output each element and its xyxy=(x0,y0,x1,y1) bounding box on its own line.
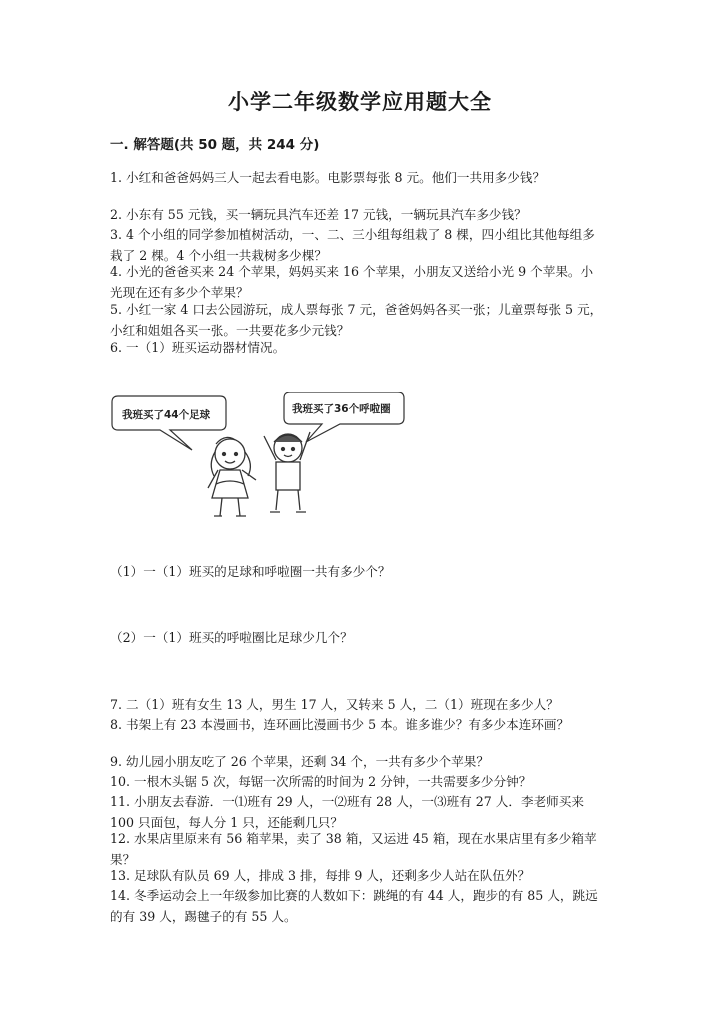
question-6: 6. 一（1）班买运动器材情况。 xyxy=(110,340,286,355)
question-7: 7. 二（1）班有女生 13 人，男生 17 人，又转来 5 人，二（1）班现在多少人？ xyxy=(110,697,559,712)
question-6-sub-2: （2）一（1）班买的呼啦圈比足球少几个？ xyxy=(110,630,353,645)
question-10: 10. 一根木头锯 5 次，每锯一次所需的时间为 2 分钟，一共需要多少分钟？ xyxy=(110,774,532,789)
illustration-children xyxy=(108,392,438,522)
question-8: 8. 书架上有 23 本漫画书，连环画比漫画书少 5 本。谁多谁少？有多少本连环画？ xyxy=(110,717,570,732)
bubble-girl-text: 我班买了44个足球 xyxy=(122,409,211,421)
question-12: 12. 水果店里原来有 56 箱苹果，卖了 38 箱，又运进 45 箱，现在水果店里有多少箱苹果？ xyxy=(110,831,597,867)
question-3: 3. 4 个小组的同学参加植树活动，一、二、三小组每组栽了 8 棵，四小组比其他每组多栽了 2 棵。4 个小组一共栽树多少棵？ xyxy=(110,227,595,263)
question-6-sub-1: （1）一（1）班买的足球和呼啦圈一共有多少个？ xyxy=(110,564,391,579)
question-11: 11. 小朋友去春游．一⑴班有 29 人，一⑵班有 28 人，一⑶班有 27 人．李老师买来 100 只面包，每人分 1 只，还能剩几只？ xyxy=(110,794,584,830)
section-heading: 一. 解答题(共 50 题，共 244 分) xyxy=(110,137,320,153)
boy-figure-icon xyxy=(264,432,310,512)
question-2: 2. 小东有 55 元钱，买一辆玩具汽车还差 17 元钱，一辆玩具汽车多少钱？ xyxy=(110,207,527,222)
speech-bubble-boy xyxy=(284,392,404,442)
question-14: 14. 冬季运动会上一年级参加比赛的人数如下：跳绳的有 44 人，跑步的有 85 人，跳远的有 39 人，踢毽子的有 55 人。 xyxy=(110,888,598,924)
question-13: 13. 足球队有队员 69 人，排成 3 排，每排 9 人，还剩多少人站在队伍外？ xyxy=(110,868,531,883)
question-4: 4. 小光的爸爸买来 24 个苹果，妈妈买来 16 个苹果，小朋友又送给小光 9 个苹果。小光现在还有多少个苹果？ xyxy=(110,264,594,300)
girl-figure-icon xyxy=(208,437,256,516)
question-9: 9. 幼儿园小朋友吃了 26 个苹果，还剩 34 个，一共有多少个苹果？ xyxy=(110,754,489,769)
bubble-boy-text: 我班买了36个呼啦圈 xyxy=(292,403,391,415)
speech-bubble-girl xyxy=(112,396,226,450)
question-1: 1. 小红和爸爸妈妈三人一起去看电影。电影票每张 8 元。他们一共用多少钱？ xyxy=(110,170,546,185)
question-5: 5. 小红一家 4 口去公园游玩，成人票每张 7 元，爸爸妈妈各买一张；儿童票每张 5 元，小红和姐姐各买一张。一共要花多少元钱？ xyxy=(110,302,603,338)
page-title: 小学二年级数学应用题大全 xyxy=(228,90,492,114)
